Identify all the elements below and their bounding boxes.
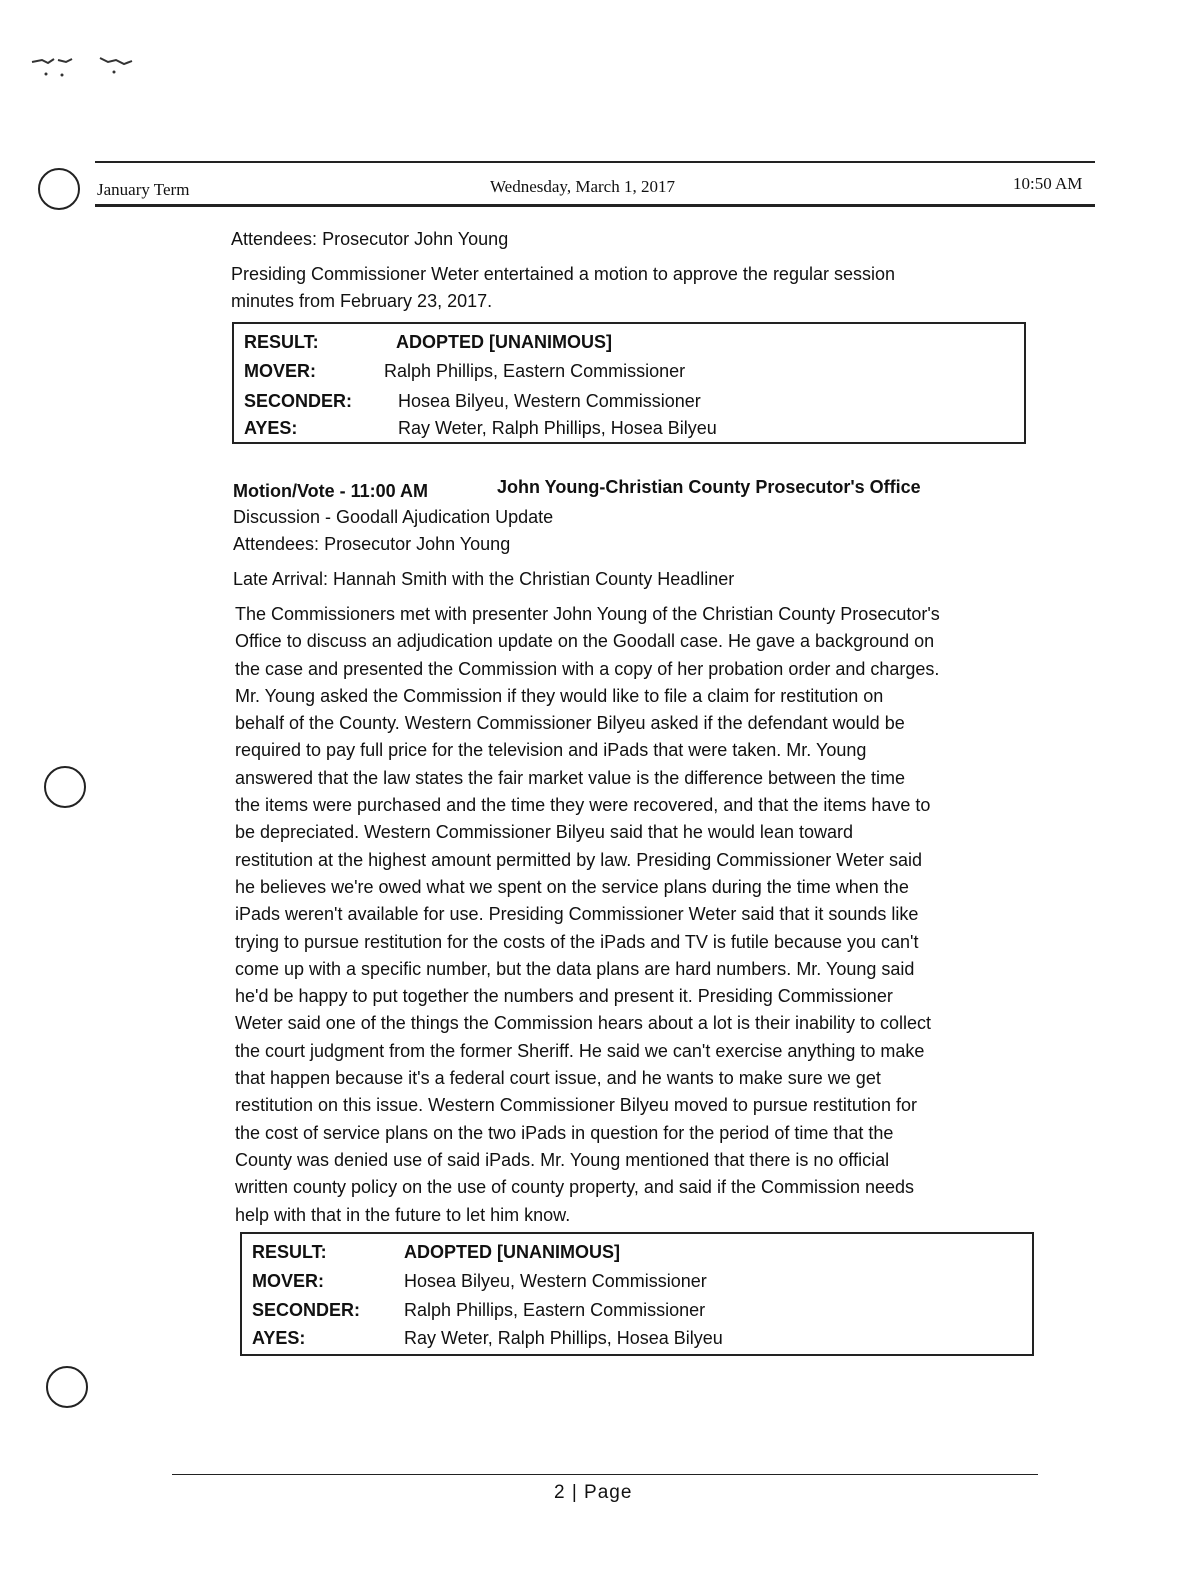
mover-value: Hosea Bilyeu, Western Commissioner	[404, 1271, 707, 1291]
ayes-value: Ray Weter, Ralph Phillips, Hosea Bilyeu	[404, 1328, 723, 1348]
body-line: he believes we're owed what we spent on the service plans during the time when the	[235, 876, 909, 897]
result-value: ADOPTED [UNANIMOUS]	[404, 1242, 620, 1262]
header-term: January Term	[97, 180, 190, 199]
discussion-line: Discussion - Goodall Ajudication Update	[233, 507, 554, 527]
header-top-rule	[95, 161, 1095, 163]
body-line: trying to pursue restitution for the costs of the iPads and TV is futile because you can't	[235, 931, 919, 952]
vote-result-box	[232, 322, 1026, 444]
body-line: help with that in the future to let him know.	[235, 1204, 571, 1225]
vote-result-box-2	[240, 1232, 1034, 1356]
result-label: RESULT:	[244, 332, 319, 352]
header-date: Wednesday, March 1, 2017	[490, 177, 675, 196]
motion-text-line-2: minutes from February 23, 2017.	[231, 291, 493, 311]
body-line: come up with a specific number, but the data plans are hard numbers. Mr. Young said	[235, 958, 915, 979]
mover-label: MOVER:	[252, 1271, 324, 1291]
ayes-label: AYES:	[252, 1328, 306, 1348]
seconder-value: Ralph Phillips, Eastern Commissioner	[404, 1300, 706, 1320]
mover-value: Ralph Phillips, Eastern Commissioner	[384, 361, 686, 381]
body-line: answered that the law states the fair market value is the difference between the time	[235, 767, 906, 788]
body-line: the court judgment from the former Sheriff. He said we can't exercise anything to make	[235, 1040, 925, 1061]
late-arrival-line: Late Arrival: Hannah Smith with the Christian County Headliner	[233, 569, 735, 589]
seconder-label: SECONDER:	[244, 391, 353, 411]
header-bottom-rule	[95, 204, 1095, 207]
body-line: County was denied use of said iPads. Mr. Young mentioned that there is no official	[235, 1149, 890, 1170]
body-line: be depreciated. Western Commissioner Bilyeu said that he would lean toward	[235, 822, 853, 843]
body-line: Mr. Young asked the Commission if they would like to file a claim for restitution on	[235, 685, 884, 706]
body-line: written county policy on the use of county property, and said if the Commission needs	[235, 1177, 915, 1198]
motion-vote-label: Motion/Vote - 11:00 AM	[233, 481, 429, 501]
motion-vote-title: John Young-Christian County Prosecutor's Office	[497, 477, 921, 497]
header-time: 10:50 AM	[1013, 174, 1083, 193]
page-number: 2 | Page	[554, 1482, 633, 1503]
body-line: the items were purchased and the time they were recovered, and that the items have to	[235, 795, 931, 816]
result-label: RESULT:	[252, 1242, 327, 1262]
punch-hole-top	[38, 168, 80, 210]
punch-hole-middle	[44, 766, 86, 808]
body-line: he'd be happy to put together the numbers and present it. Presiding Commissioner	[235, 986, 893, 1007]
punch-hole-bottom	[46, 1366, 88, 1408]
scan-specks	[28, 48, 148, 88]
body-line: Office to discuss an adjudication update on the Goodall case. He gave a background on	[235, 631, 935, 652]
body-line: behalf of the County. Western Commissioner Bilyeu asked if the defendant would be	[235, 713, 905, 734]
body-line: restitution at the highest amount permitted by law. Presiding Commissioner Weter said	[235, 849, 922, 870]
body-line: The Commissioners met with presenter John Young of the Christian County Prosecutor's	[235, 604, 940, 624]
body-line: Weter said one of the things the Commission hears about a lot is their inability to collect	[235, 1013, 932, 1034]
footer-rule	[172, 1474, 1038, 1475]
seconder-value: Hosea Bilyeu, Western Commissioner	[398, 391, 701, 411]
body-line: the cost of service plans on the two iPads in question for the period of time that the	[235, 1122, 894, 1143]
ayes-value: Ray Weter, Ralph Phillips, Hosea Bilyeu	[398, 418, 717, 438]
discussion-body	[235, 601, 1035, 1229]
motion-text-line-1: Presiding Commissioner Weter entertained a motion to approve the regular session	[231, 264, 896, 284]
body-line: that happen because it's a federal court issue, and he wants to make sure we get	[235, 1068, 881, 1089]
attendees-line: Attendees: Prosecutor John Young	[231, 229, 509, 249]
body-line: required to pay full price for the television and iPads that were taken. Mr. Young	[235, 740, 867, 761]
seconder-label: SECONDER:	[252, 1300, 361, 1320]
body-line: restitution on this issue. Western Commissioner Bilyeu moved to pursue restitution for	[235, 1095, 917, 1116]
result-value: ADOPTED [UNANIMOUS]	[396, 332, 612, 352]
attendees-line-2: Attendees: Prosecutor John Young	[233, 534, 511, 554]
ayes-label: AYES:	[244, 418, 298, 438]
body-line: the case and presented the Commission with a copy of her probation order and charges.	[235, 658, 940, 679]
mover-label: MOVER:	[244, 361, 316, 381]
body-line: iPads weren't available for use. Presiding Commissioner Weter said that it sounds like	[235, 904, 919, 925]
